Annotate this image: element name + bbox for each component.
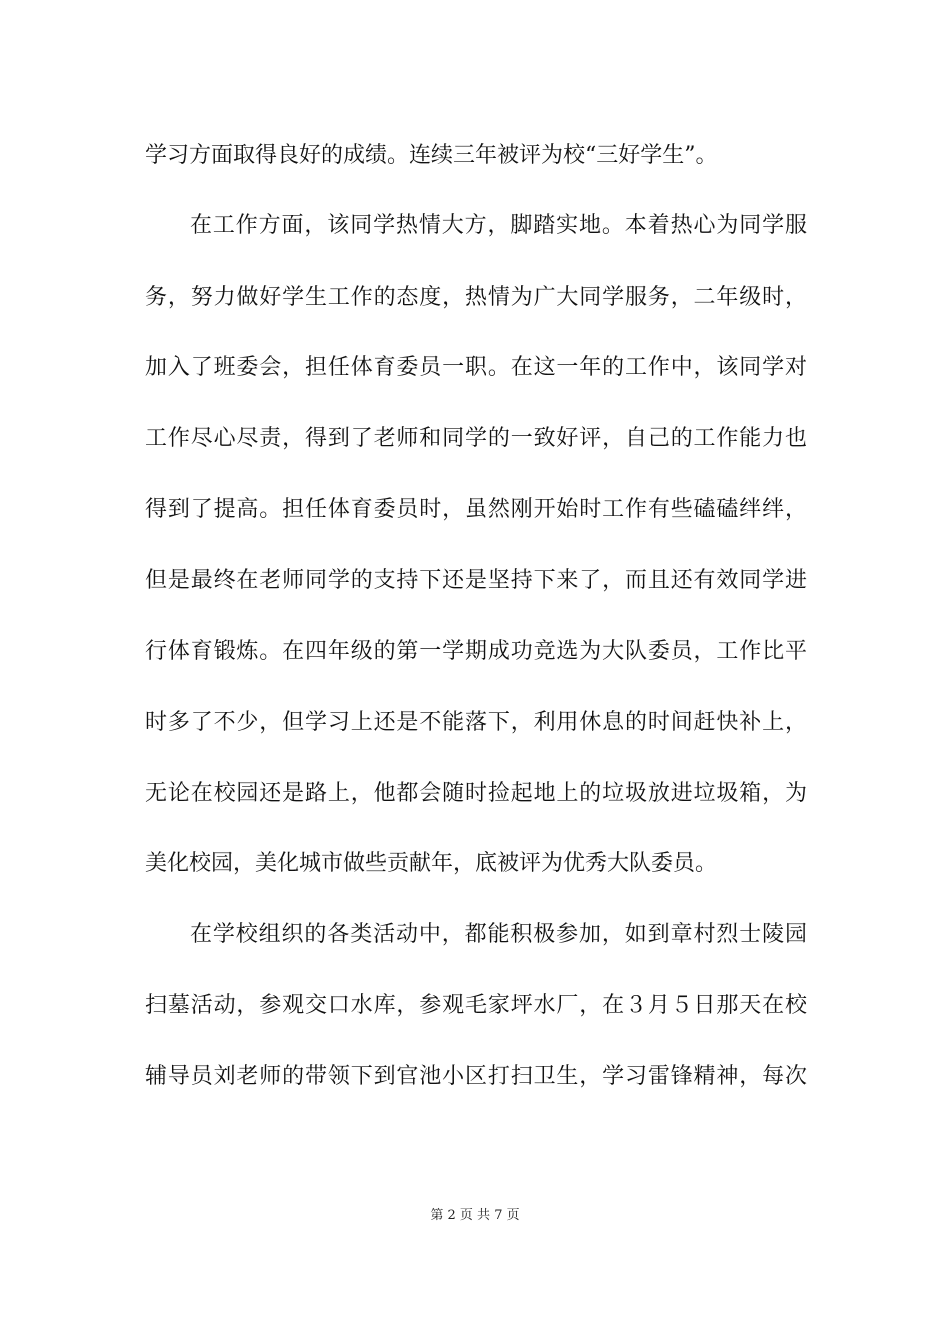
paragraph-line: 无论在校园还是路上，他都会随时捡起地上的垃圾放进垃圾箱，为 (145, 781, 807, 806)
paragraph-line: 行体育锻炼。在四年级的第一学期成功竞选为大队委员，工作比平 (145, 639, 807, 664)
page-number-text: 第 2 页 共 7 页 (430, 1208, 520, 1223)
paragraph-line: 美化校园，美化城市做些贡献年，底被评为优秀大队委员。 (145, 851, 718, 876)
paragraph-line: 加入了班委会，担任体育委员一职。在这一年的工作中，该同学对 (145, 355, 807, 380)
paragraph-line: 在学校组织的各类活动中，都能积极参加，如到章村烈士陵园 (190, 922, 807, 947)
paragraph-line: 时多了不少，但学习上还是不能落下，利用休息的时间赶快补上， (145, 710, 807, 735)
paragraph-line: 在工作方面，该同学热情大方，脚踏实地。本着热心为同学服 (190, 213, 807, 238)
paragraph-line: 但是最终在老师同学的支持下还是坚持下来了，而且还有效同学进 (145, 568, 807, 593)
paragraph-line: 得到了提高。担任体育委员时，虽然刚开始时工作有些磕磕绊绊， (145, 497, 807, 522)
paragraph-line: 辅导员刘老师的带领下到官池小区打扫卫生，学习雷锋精神，每次 (145, 1064, 807, 1089)
page-number-footer (0, 1207, 950, 1225)
paragraph-line: 学习方面取得良好的成绩。连续三年被评为校“三好学生”。 (145, 143, 718, 168)
paragraph-line: 扫墓活动，参观交口水库，参观毛家坪水厂，在３月５日那天在校 (145, 993, 807, 1018)
paragraph-line: 务，努力做好学生工作的态度，热情为广大同学服务，二年级时， (145, 285, 807, 310)
paragraph-line: 工作尽心尽责，得到了老师和同学的一致好评，自己的工作能力也 (145, 426, 807, 451)
